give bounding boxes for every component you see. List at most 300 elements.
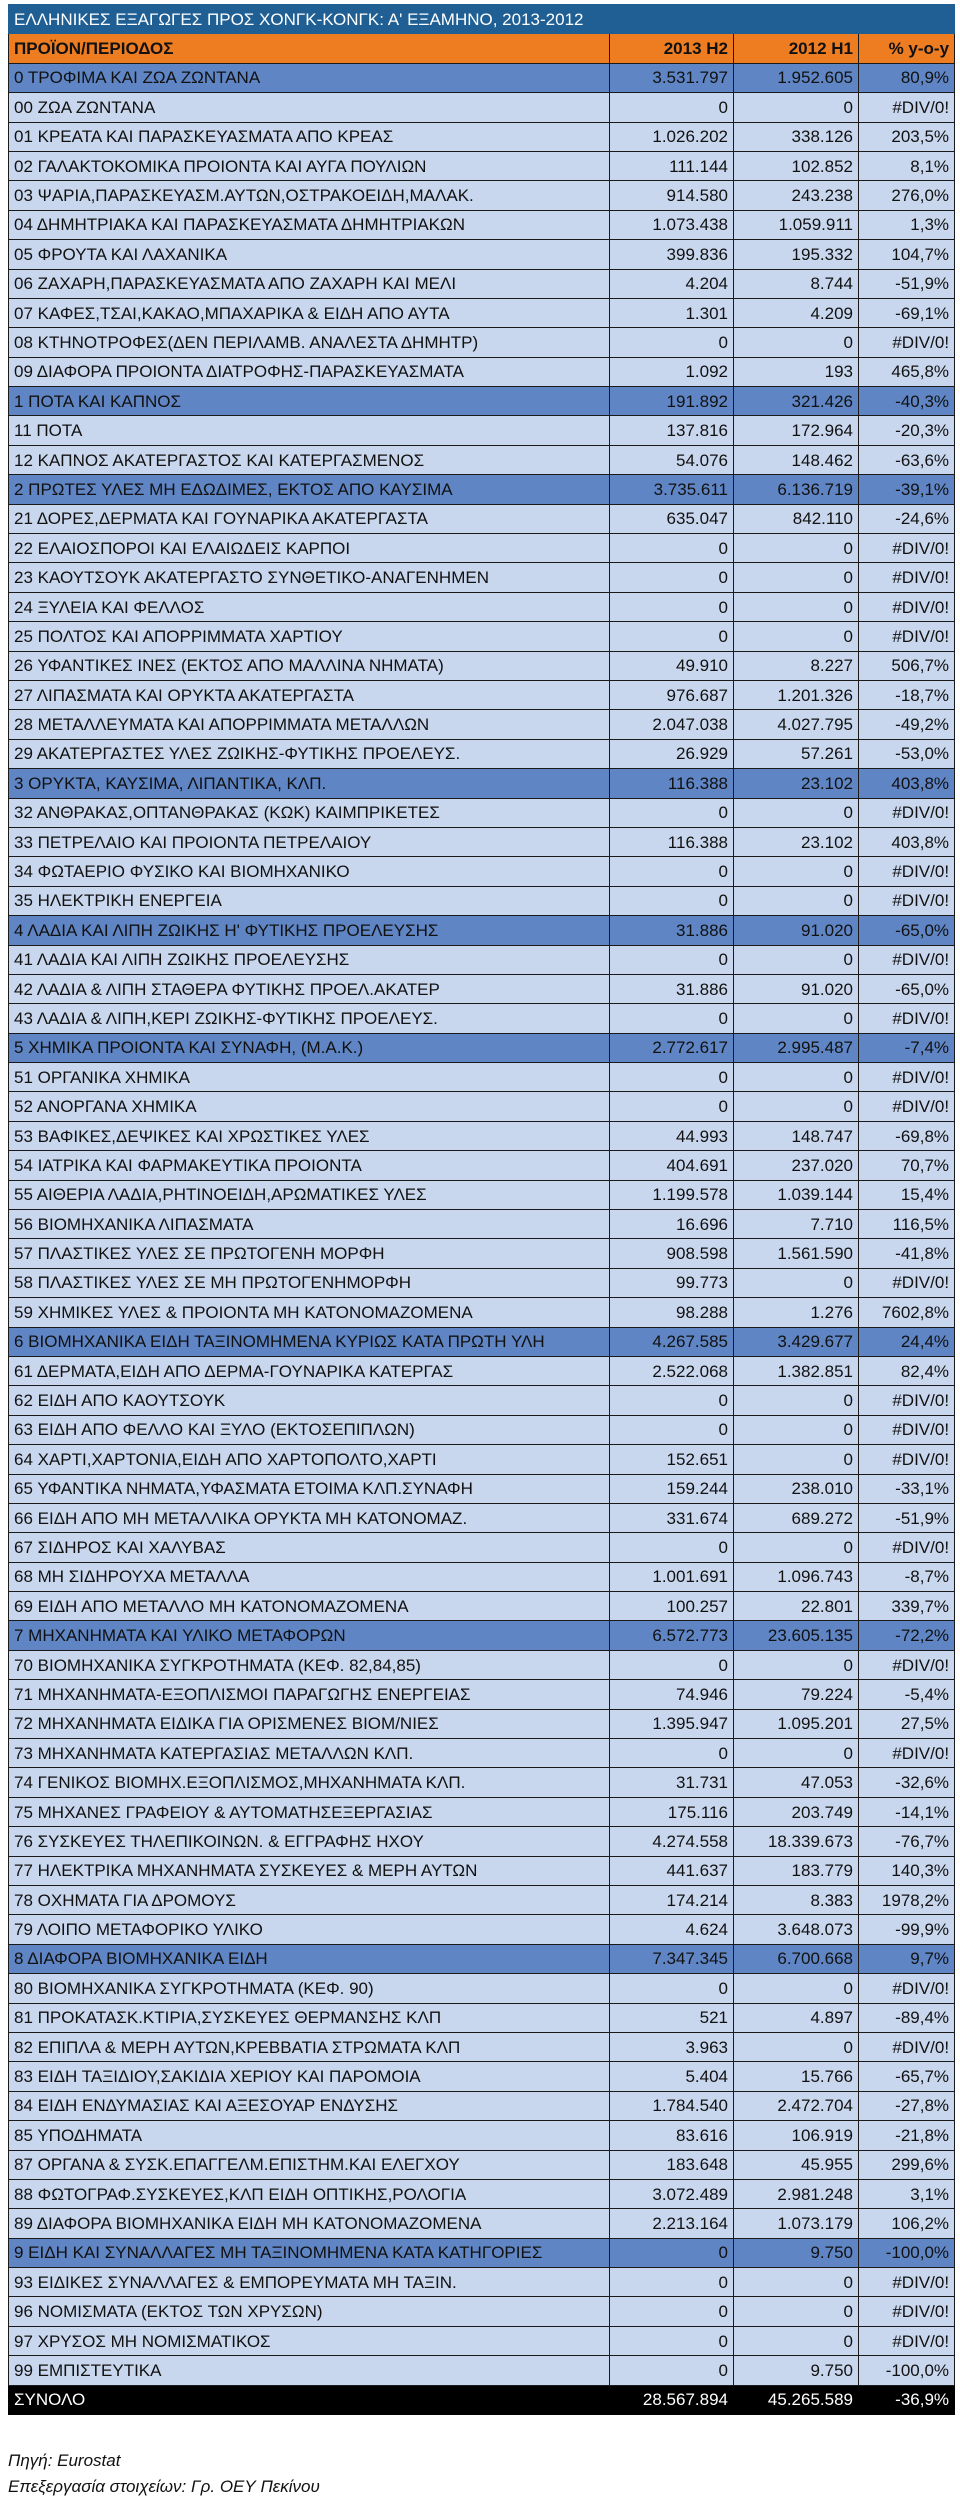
value-2012-h1: 2.995.487 — [734, 1033, 859, 1062]
value-2012-h1: 148.462 — [734, 445, 859, 474]
yoy-change: -51,9% — [859, 1503, 955, 1532]
yoy-change: 9,7% — [859, 1944, 955, 1973]
row-label: 07 ΚΑΦΕΣ,ΤΣΑΙ,ΚΑΚΑΟ,ΜΠΑΧΑΡΙΚΑ & ΕΙΔΗ ΑΠΟ ΑΥΤΑ — [9, 298, 610, 327]
category-row — [9, 1033, 955, 1062]
yoy-change: 506,7% — [859, 651, 955, 680]
row-label: 68 ΜΗ ΣΙΔΗΡΟΥΧΑ ΜΕΤΑΛΛΑ — [9, 1562, 610, 1591]
value-2012-h1: 148.747 — [734, 1121, 859, 1150]
yoy-change: #DIV/0! — [859, 886, 955, 915]
value-2012-h1: 4.897 — [734, 2003, 859, 2032]
yoy-change: 465,8% — [859, 357, 955, 386]
value-2013-h2: 914.580 — [610, 181, 734, 210]
value-2013-h2: 183.648 — [610, 2150, 734, 2179]
value-2013-h2: 54.076 — [610, 445, 734, 474]
table-row — [9, 2062, 955, 2091]
row-label: 7 ΜΗΧΑΝΗΜΑΤΑ ΚΑΙ ΥΛΙΚΟ ΜΕΤΑΦΟΡΩΝ — [9, 1621, 610, 1650]
value-2013-h2: 100.257 — [610, 1592, 734, 1621]
row-label: 2 ΠΡΩΤΕΣ ΥΛΕΣ ΜΗ ΕΔΩΔΙΜΕΣ, ΕΚΤΟΣ ΑΠΟ ΚΑΥΣΙΜΑ — [9, 475, 610, 504]
value-2013-h2: 98.288 — [610, 1298, 734, 1327]
value-2013-h2: 137.816 — [610, 416, 734, 445]
value-2013-h2: 31.731 — [610, 1768, 734, 1797]
yoy-change: 116,5% — [859, 1210, 955, 1239]
table-row — [9, 1768, 955, 1797]
value-2012-h1: 18.339.673 — [734, 1827, 859, 1856]
value-2012-h1: 1.059.911 — [734, 210, 859, 239]
yoy-change: 7602,8% — [859, 1298, 955, 1327]
row-label: 51 ΟΡΓΑΝΙΚΑ ΧΗΜΙΚΑ — [9, 1063, 610, 1092]
value-2013-h2: 0 — [610, 1739, 734, 1768]
table-row — [9, 1856, 955, 1885]
value-2012-h1: 842.110 — [734, 504, 859, 533]
value-2012-h1: 1.382.851 — [734, 1356, 859, 1385]
category-row — [9, 1944, 955, 1973]
table-row — [9, 1797, 955, 1826]
yoy-change: -18,7% — [859, 680, 955, 709]
category-row — [9, 1621, 955, 1650]
row-label: 00 ΖΩΑ ΖΩΝΤΑΝΑ — [9, 93, 610, 122]
value-2012-h1: 22.801 — [734, 1592, 859, 1621]
yoy-change: -69,8% — [859, 1121, 955, 1150]
row-label: 21 ΔΟΡΕΣ,ΔΕΡΜΑΤΑ ΚΑΙ ΓΟΥΝΑΡΙΚΑ ΑΚΑΤΕΡΓΑΣΤΑ — [9, 504, 610, 533]
value-2012-h1: 0 — [734, 2326, 859, 2355]
row-label: 02 ΓΑΛΑΚΤΟΚΟΜΙΚΑ ΠΡΟΙΟΝΤΑ ΚΑΙ ΑΥΓΑ ΠΟΥΛΙΩΝ — [9, 151, 610, 180]
value-2012-h1: 9.750 — [734, 2238, 859, 2267]
value-2013-h2: 908.598 — [610, 1239, 734, 1268]
value-2012-h1: 0 — [734, 886, 859, 915]
value-2013-h2: 83.616 — [610, 2121, 734, 2150]
yoy-change: -32,6% — [859, 1768, 955, 1797]
row-label: 78 ΟΧΗΜΑΤΑ ΓΙΑ ΔΡΟΜΟΥΣ — [9, 1886, 610, 1915]
value-2013-h2: 16.696 — [610, 1210, 734, 1239]
row-label: 61 ΔΕΡΜΑΤΑ,ΕΙΔΗ ΑΠΟ ΔΕΡΜΑ-ΓΟΥΝΑΡΙΚΑ ΚΑΤΕΡΓΑΣ — [9, 1356, 610, 1385]
yoy-change: -65,7% — [859, 2062, 955, 2091]
value-2013-h2: 0 — [610, 1974, 734, 2003]
table-row — [9, 1562, 955, 1591]
table-row — [9, 1239, 955, 1268]
value-2013-h2: 404.691 — [610, 1151, 734, 1180]
row-label: 4 ΛΑΔΙΑ ΚΑΙ ΛΙΠΗ ΖΩΙΚΗΣ Η' ΦΥΤΙΚΗΣ ΠΡΟΕΛΕΥΣΗΣ — [9, 916, 610, 945]
table-row — [9, 1474, 955, 1503]
yoy-change: 3,1% — [859, 2179, 955, 2208]
value-2013-h2: 0 — [610, 886, 734, 915]
yoy-change: -51,9% — [859, 269, 955, 298]
row-label: 25 ΠΟΛΤΟΣ ΚΑΙ ΑΠΟΡΡΙΜΜΑΤΑ ΧΑΡΤΙΟΥ — [9, 622, 610, 651]
value-2013-h2: 1.026.202 — [610, 122, 734, 151]
value-2012-h1: 0 — [734, 2032, 859, 2061]
value-2013-h2: 1.784.540 — [610, 2091, 734, 2120]
value-2012-h1: 3.429.677 — [734, 1327, 859, 1356]
value-2012-h1: 3.648.073 — [734, 1915, 859, 1944]
value-2013-h2: 0 — [610, 2297, 734, 2326]
yoy-change: -53,0% — [859, 739, 955, 768]
table-row — [9, 945, 955, 974]
row-label: 24 ΞΥΛΕΙΑ ΚΑΙ ΦΕΛΛΟΣ — [9, 592, 610, 621]
yoy-change: -40,3% — [859, 387, 955, 416]
value-2012-h1: 47.053 — [734, 1768, 859, 1797]
yoy-change: -8,7% — [859, 1562, 955, 1591]
yoy-change: 140,3% — [859, 1856, 955, 1885]
yoy-change: #DIV/0! — [859, 1063, 955, 1092]
value-2012-h1: 23.102 — [734, 769, 859, 798]
yoy-change: #DIV/0! — [859, 1415, 955, 1444]
value-2013-h2: 31.886 — [610, 974, 734, 1003]
row-label: 32 ΑΝΘΡΑΚΑΣ,ΟΠΤΑΝΘΡΑΚΑΣ (ΚΩΚ) ΚΑΙΜΠΡΙΚΕΤΕΣ — [9, 798, 610, 827]
value-2012-h1: 172.964 — [734, 416, 859, 445]
value-2012-h1: 1.561.590 — [734, 1239, 859, 1268]
value-2012-h1: 0 — [734, 1739, 859, 1768]
value-2012-h1: 106.919 — [734, 2121, 859, 2150]
value-2012-h1: 183.779 — [734, 1856, 859, 1885]
value-2012-h1: 321.426 — [734, 387, 859, 416]
yoy-change: #DIV/0! — [859, 1445, 955, 1474]
value-2012-h1: 23.605.135 — [734, 1621, 859, 1650]
row-label: 09 ΔΙΑΦΟΡΑ ΠΡΟΙΟΝΤΑ ΔΙΑΤΡΟΦΗΣ-ΠΑΡΑΣΚΕΥΑΣΜΑΤΑ — [9, 357, 610, 386]
row-label: 89 ΔΙΑΦΟΡΑ ΒΙΟΜΗΧΑΝΙΚΑ ΕΙΔΗ ΜΗ ΚΑΤΟΝΟΜΑΖΟΜΕΝΑ — [9, 2209, 610, 2238]
yoy-change: -65,0% — [859, 974, 955, 1003]
row-label: 53 ΒΑΦΙΚΕΣ,ΔΕΨΙΚΕΣ ΚΑΙ ΧΡΩΣΤΙΚΕΣ ΥΛΕΣ — [9, 1121, 610, 1150]
value-2013-h2: 1.001.691 — [610, 1562, 734, 1591]
table-row — [9, 445, 955, 474]
value-2013-h2: 7.347.345 — [610, 1944, 734, 1973]
table-row — [9, 1827, 955, 1856]
value-2013-h2: 0 — [610, 1533, 734, 1562]
row-label: 6 ΒΙΟΜΗΧΑΝΙΚΑ ΕΙΔΗ ΤΑΞΙΝΟΜΗΜΕΝΑ ΚΥΡΙΩΣ ΚΑΤΑ ΠΡΩΤΗ ΥΛΗ — [9, 1327, 610, 1356]
export-table-sheet — [8, 4, 954, 2415]
value-2012-h1: 4.209 — [734, 298, 859, 327]
table-row — [9, 93, 955, 122]
table-row — [9, 2356, 955, 2385]
row-label: 43 ΛΑΔΙΑ & ΛΙΠΗ,ΚΕΡΙ ΖΩΙΚΗΣ-ΦΥΤΙΚΗΣ ΠΡΟΕΛΕΥΣ. — [9, 1004, 610, 1033]
row-label: 77 ΗΛΕΚΤΡΙΚΑ ΜΗΧΑΝΗΜΑΤΑ ΣΥΣΚΕΥΕΣ & ΜΕΡΗ ΑΥΤΩΝ — [9, 1856, 610, 1885]
yoy-change: #DIV/0! — [859, 798, 955, 827]
table-row — [9, 2268, 955, 2297]
yoy-change: #DIV/0! — [859, 1533, 955, 1562]
row-label: 11 ΠΟΤΑ — [9, 416, 610, 445]
value-2012-h1: 0 — [734, 93, 859, 122]
table-row — [9, 298, 955, 327]
yoy-change: 106,2% — [859, 2209, 955, 2238]
yoy-change: #DIV/0! — [859, 622, 955, 651]
value-2013-h2: 152.651 — [610, 1445, 734, 1474]
row-label: 03 ΨΑΡΙΑ,ΠΑΡΑΣΚΕΥΑΣΜ.ΑΥΤΩΝ,ΟΣΤΡΑΚΟΕΙΔΗ,ΜΑΛΑΚ. — [9, 181, 610, 210]
value-2012-h1: 0 — [734, 1974, 859, 2003]
table-row — [9, 2297, 955, 2326]
yoy-change: #DIV/0! — [859, 93, 955, 122]
row-label: 82 ΕΠΙΠΛΑ & ΜΕΡΗ ΑΥΤΩΝ,ΚΡΕΒΒΑΤΙΑ ΣΤΡΩΜΑΤΑ ΚΛΠ — [9, 2032, 610, 2061]
row-label: 93 ΕΙΔΙΚΕΣ ΣΥΝΑΛΛΑΓΕΣ & ΕΜΠΟΡΕΥΜΑΤΑ ΜΗ ΤΑΞΙΝ. — [9, 2268, 610, 2297]
row-label: 59 ΧΗΜΙΚΕΣ ΥΛΕΣ & ΠΡΟΙΟΝΤΑ ΜΗ ΚΑΤΟΝΟΜΑΖΟΜΕΝΑ — [9, 1298, 610, 1327]
value-2013-h2: 1.301 — [610, 298, 734, 327]
row-label: 81 ΠΡΟΚΑΤΑΣΚ.ΚΤΙΡΙΑ,ΣΥΣΚΕΥΕΣ ΘΕΡΜΑΝΣΗΣ ΚΛΠ — [9, 2003, 610, 2032]
table-row — [9, 886, 955, 915]
row-label: 28 ΜΕΤΑΛΛΕΥΜΑΤΑ ΚΑΙ ΑΠΟΡΡΙΜΜΑΤΑ ΜΕΤΑΛΛΩΝ — [9, 710, 610, 739]
yoy-change: #DIV/0! — [859, 1974, 955, 2003]
table-row — [9, 240, 955, 269]
value-2012-h1: 0 — [734, 622, 859, 651]
table-row — [9, 1503, 955, 1532]
row-label: 62 ΕΙΔΗ ΑΠΟ ΚΑΟΥΤΣΟΥΚ — [9, 1386, 610, 1415]
table-row — [9, 2179, 955, 2208]
yoy-change: 80,9% — [859, 63, 955, 92]
yoy-change: #DIV/0! — [859, 592, 955, 621]
yoy-change: 299,6% — [859, 2150, 955, 2179]
value-2013-h2: 0 — [610, 1386, 734, 1415]
table-row — [9, 2003, 955, 2032]
yoy-change: #DIV/0! — [859, 563, 955, 592]
table-row — [9, 1298, 955, 1327]
table-row — [9, 2032, 955, 2061]
value-2012-h1: 9.750 — [734, 2356, 859, 2385]
processing-note: Επεξεργασία στοιχείων: Γρ. ΟΕΥ Πεκίνου — [8, 2477, 320, 2496]
table-row — [9, 1533, 955, 1562]
value-2013-h2: 521 — [610, 2003, 734, 2032]
row-label: 74 ΓΕΝΙΚΟΣ ΒΙΟΜΗΧ.ΕΞΟΠΛΙΣΜΟΣ,ΜΗΧΑΝΗΜΑΤΑ ΚΛΠ. — [9, 1768, 610, 1797]
value-2013-h2: 116.388 — [610, 769, 734, 798]
value-2012-h1: 23.102 — [734, 827, 859, 856]
yoy-change: 24,4% — [859, 1327, 955, 1356]
table-row — [9, 1268, 955, 1297]
table-row — [9, 798, 955, 827]
table-title: ΕΛΛΗΝΙΚΕΣ ΕΞΑΓΩΓΕΣ ΠΡΟΣ ΧΟΝΓΚ-ΚΟΝΓΚ: Α' ΕΞΑΜΗΝΟ, 2013-2012 — [9, 5, 955, 34]
category-row — [9, 916, 955, 945]
value-2013-h2: 0 — [610, 1004, 734, 1033]
value-2012-h1: 15.766 — [734, 2062, 859, 2091]
yoy-change: -39,1% — [859, 475, 955, 504]
yoy-change: #DIV/0! — [859, 945, 955, 974]
value-2013-h2: 3.735.611 — [610, 475, 734, 504]
table-row — [9, 1210, 955, 1239]
row-label: 72 ΜΗΧΑΝΗΜΑΤΑ ΕΙΔΙΚΑ ΓΙΑ ΟΡΙΣΜΕΝΕΣ ΒΙΟΜ/ΝΙΕΣ — [9, 1709, 610, 1738]
value-2012-h1: 0 — [734, 1004, 859, 1033]
table-row — [9, 328, 955, 357]
export-table — [8, 4, 955, 2415]
table-row — [9, 2326, 955, 2355]
value-2013-h2: 3.531.797 — [610, 63, 734, 92]
table-row — [9, 1445, 955, 1474]
value-2012-h1: 0 — [734, 1268, 859, 1297]
yoy-change: 82,4% — [859, 1356, 955, 1385]
value-2012-h1: 0 — [734, 1092, 859, 1121]
value-2012-h1: 243.238 — [734, 181, 859, 210]
row-label: 29 ΑΚΑΤΕΡΓΑΣΤΕΣ ΥΛΕΣ ΖΩΙΚΗΣ-ΦΥΤΙΚΗΣ ΠΡΟΕΛΕΥΣ. — [9, 739, 610, 768]
yoy-change: 1,3% — [859, 210, 955, 239]
table-row — [9, 827, 955, 856]
value-2012-h1: 238.010 — [734, 1474, 859, 1503]
value-2012-h1: 1.201.326 — [734, 680, 859, 709]
value-2012-h1: 0 — [734, 2268, 859, 2297]
yoy-change: -20,3% — [859, 416, 955, 445]
yoy-change: -33,1% — [859, 1474, 955, 1503]
value-2013-h2: 0 — [610, 1063, 734, 1092]
table-row — [9, 1709, 955, 1738]
row-label: 73 ΜΗΧΑΝΗΜΑΤΑ ΚΑΤΕΡΓΑΣΙΑΣ ΜΕΤΑΛΛΩΝ ΚΛΠ. — [9, 1739, 610, 1768]
row-label: 96 ΝΟΜΙΣΜΑΤΑ (ΕΚΤΟΣ ΤΩΝ ΧΡΥΣΩΝ) — [9, 2297, 610, 2326]
value-2013-h2: 4.267.585 — [610, 1327, 734, 1356]
value-2012-h1: 0 — [734, 945, 859, 974]
value-2013-h2: 0 — [610, 1415, 734, 1444]
table-row — [9, 1739, 955, 1768]
yoy-change: 276,0% — [859, 181, 955, 210]
yoy-change: -76,7% — [859, 1827, 955, 1856]
value-2013-h2: 1.395.947 — [610, 1709, 734, 1738]
source-note: Πηγή: Eurostat — [8, 2451, 121, 2470]
value-2012-h1: 1.096.743 — [734, 1562, 859, 1591]
table-row — [9, 357, 955, 386]
table-header-row — [9, 34, 955, 63]
row-label: 54 ΙΑΤΡΙΚΑ ΚΑΙ ΦΑΡΜΑΚΕΥΤΙΚΑ ΠΡΟΙΟΝΤΑ — [9, 1151, 610, 1180]
value-2012-h1: 7.710 — [734, 1210, 859, 1239]
header-2013-h2: 2013 H2 — [610, 34, 734, 63]
table-row — [9, 1092, 955, 1121]
value-2012-h1: 1.276 — [734, 1298, 859, 1327]
value-2013-h2: 0 — [610, 798, 734, 827]
row-label: 57 ΠΛΑΣΤΙΚΕΣ ΥΛΕΣ ΣΕ ΠΡΩΤΟΓΕΝΗ ΜΟΡΦΗ — [9, 1239, 610, 1268]
footer-notes — [8, 2448, 320, 2500]
value-2012-h1: 1.073.179 — [734, 2209, 859, 2238]
value-2012-h1: 0 — [734, 328, 859, 357]
yoy-change: 15,4% — [859, 1180, 955, 1209]
table-row — [9, 1180, 955, 1209]
value-2013-h2: 44.993 — [610, 1121, 734, 1150]
value-2012-h1: 0 — [734, 1386, 859, 1415]
table-row — [9, 974, 955, 1003]
value-2012-h1: 193 — [734, 357, 859, 386]
row-label: 3 ΟΡΥΚΤΑ, ΚΑΥΣΙΜΑ, ΛΙΠΑΝΤΙΚΑ, ΚΛΠ. — [9, 769, 610, 798]
value-2012-h1: 2.981.248 — [734, 2179, 859, 2208]
value-2013-h2: 399.836 — [610, 240, 734, 269]
row-label: 99 ΕΜΠΙΣΤΕΥΤΙΚΑ — [9, 2356, 610, 2385]
value-2012-h1: 0 — [734, 1533, 859, 1562]
yoy-change: -27,8% — [859, 2091, 955, 2120]
category-row — [9, 769, 955, 798]
table-row — [9, 1386, 955, 1415]
value-2013-h2: 4.624 — [610, 1915, 734, 1944]
table-row — [9, 563, 955, 592]
row-label: ΣΥΝΟΛΟ — [9, 2385, 610, 2414]
value-2013-h2: 31.886 — [610, 916, 734, 945]
row-label: 65 ΥΦΑΝΤΙΚΑ ΝΗΜΑΤΑ,ΥΦΑΣΜΑΤΑ ΕΤΟΙΜΑ ΚΛΠ.ΣΥΝΑΦΗ — [9, 1474, 610, 1503]
table-row — [9, 534, 955, 563]
category-row — [9, 2238, 955, 2267]
row-label: 12 ΚΑΠΝΟΣ ΑΚΑΤΕΡΓΑΣΤΟΣ ΚΑΙ ΚΑΤΕΡΓΑΣΜΕΝΟΣ — [9, 445, 610, 474]
row-label: 1 ΠΟΤΑ ΚΑΙ ΚΑΠΝΟΣ — [9, 387, 610, 416]
value-2013-h2: 111.144 — [610, 151, 734, 180]
value-2013-h2: 3.072.489 — [610, 2179, 734, 2208]
yoy-change: #DIV/0! — [859, 2032, 955, 2061]
yoy-change: -100,0% — [859, 2356, 955, 2385]
yoy-change: -24,6% — [859, 504, 955, 533]
yoy-change: #DIV/0! — [859, 534, 955, 563]
value-2013-h2: 0 — [610, 2326, 734, 2355]
category-row — [9, 1327, 955, 1356]
value-2013-h2: 49.910 — [610, 651, 734, 680]
value-2012-h1: 1.095.201 — [734, 1709, 859, 1738]
yoy-change: -100,0% — [859, 2238, 955, 2267]
table-row — [9, 1886, 955, 1915]
value-2012-h1: 91.020 — [734, 974, 859, 1003]
row-label: 0 ΤΡΟΦΙΜΑ ΚΑΙ ΖΩΑ ΖΩΝΤΑΝΑ — [9, 63, 610, 92]
row-label: 23 ΚΑΟΥΤΣΟΥΚ ΑΚΑΤΕΡΓΑΣΤΟ ΣΥΝΘΕΤΙΚΟ-ΑΝΑΓΕΝΗΜΕΝ — [9, 563, 610, 592]
value-2013-h2: 175.116 — [610, 1797, 734, 1826]
value-2012-h1: 4.027.795 — [734, 710, 859, 739]
value-2013-h2: 26.929 — [610, 739, 734, 768]
yoy-change: -99,9% — [859, 1915, 955, 1944]
row-label: 55 ΑΙΘΕΡΙΑ ΛΑΔΙΑ,ΡΗΤΙΝΟΕΙΔΗ,ΑΡΩΜΑΤΙΚΕΣ ΥΛΕΣ — [9, 1180, 610, 1209]
row-label: 22 ΕΛΑΙΟΣΠΟΡΟΙ ΚΑΙ ΕΛΑΙΩΔΕΙΣ ΚΑΡΠΟΙ — [9, 534, 610, 563]
value-2012-h1: 0 — [734, 857, 859, 886]
value-2012-h1: 102.852 — [734, 151, 859, 180]
row-label: 71 ΜΗΧΑΝΗΜΑΤΑ-ΕΞΟΠΛΙΣΜΟΙ ΠΑΡΑΓΩΓΗΣ ΕΝΕΡΓΕΙΑΣ — [9, 1680, 610, 1709]
table-row — [9, 857, 955, 886]
table-row — [9, 1356, 955, 1385]
category-row — [9, 475, 955, 504]
row-label: 5 ΧΗΜΙΚΑ ΠΡΟΙΟΝΤΑ ΚΑΙ ΣΥΝΑΦΗ, (Μ.Α.Κ.) — [9, 1033, 610, 1062]
yoy-change: -36,9% — [859, 2385, 955, 2414]
table-row — [9, 1915, 955, 1944]
value-2012-h1: 689.272 — [734, 1503, 859, 1532]
value-2012-h1: 0 — [734, 1650, 859, 1679]
table-row — [9, 622, 955, 651]
row-label: 75 ΜΗΧΑΝΕΣ ΓΡΑΦΕΙΟΥ & ΑΥΤΟΜΑΤΗΣΕΞΕΡΓΑΣΙΑΣ — [9, 1797, 610, 1826]
value-2013-h2: 3.963 — [610, 2032, 734, 2061]
value-2012-h1: 203.749 — [734, 1797, 859, 1826]
row-label: 88 ΦΩΤΟΓΡΑΦ.ΣΥΣΚΕΥΕΣ,ΚΛΠ ΕΙΔΗ ΟΠΤΙΚΗΣ,ΡΟΛΟΓΙΑ — [9, 2179, 610, 2208]
table-row — [9, 122, 955, 151]
value-2013-h2: 2.047.038 — [610, 710, 734, 739]
yoy-change: -72,2% — [859, 1621, 955, 1650]
row-label: 69 ΕΙΔΗ ΑΠΟ ΜΕΤΑΛΛΟ ΜΗ ΚΑΤΟΝΟΜΑΖΟΜΕΝΑ — [9, 1592, 610, 1621]
value-2012-h1: 0 — [734, 563, 859, 592]
value-2013-h2: 0 — [610, 2238, 734, 2267]
value-2012-h1: 0 — [734, 1063, 859, 1092]
yoy-change: #DIV/0! — [859, 2297, 955, 2326]
value-2013-h2: 0 — [610, 2356, 734, 2385]
value-2013-h2: 2.772.617 — [610, 1033, 734, 1062]
yoy-change: -89,4% — [859, 2003, 955, 2032]
row-label: 66 ΕΙΔΗ ΑΠΟ ΜΗ ΜΕΤΑΛΛΙΚΑ ΟΡΥΚΤΑ ΜΗ ΚΑΤΟΝΟΜΑΖ. — [9, 1503, 610, 1532]
table-row — [9, 1680, 955, 1709]
value-2013-h2: 28.567.894 — [610, 2385, 734, 2414]
yoy-change: -14,1% — [859, 1797, 955, 1826]
yoy-change: 1978,2% — [859, 1886, 955, 1915]
value-2012-h1: 0 — [734, 1415, 859, 1444]
value-2013-h2: 174.214 — [610, 1886, 734, 1915]
table-row — [9, 739, 955, 768]
row-label: 27 ΛΙΠΑΣΜΑΤΑ ΚΑΙ ΟΡΥΚΤΑ ΑΚΑΤΕΡΓΑΣΤΑ — [9, 680, 610, 709]
value-2012-h1: 57.261 — [734, 739, 859, 768]
table-row — [9, 181, 955, 210]
value-2013-h2: 0 — [610, 622, 734, 651]
row-label: 56 ΒΙΟΜΗΧΑΝΙΚΑ ΛΙΠΑΣΜΑΤΑ — [9, 1210, 610, 1239]
table-row — [9, 651, 955, 680]
row-label: 76 ΣΥΣΚΕΥΕΣ ΤΗΛΕΠΙΚΟΙΝΩΝ. & ΕΓΓΡΑΦΗΣ ΗΧΟΥ — [9, 1827, 610, 1856]
row-label: 05 ΦΡΟΥΤΑ ΚΑΙ ΛΑΧΑΝΙΚΑ — [9, 240, 610, 269]
value-2013-h2: 0 — [610, 857, 734, 886]
value-2012-h1: 1.039.144 — [734, 1180, 859, 1209]
value-2013-h2: 0 — [610, 1092, 734, 1121]
table-row — [9, 680, 955, 709]
row-label: 52 ΑΝΟΡΓΑΝΑ ΧΗΜΙΚΑ — [9, 1092, 610, 1121]
yoy-change: #DIV/0! — [859, 1739, 955, 1768]
yoy-change: -21,8% — [859, 2121, 955, 2150]
value-2012-h1: 8.383 — [734, 1886, 859, 1915]
value-2013-h2: 1.092 — [610, 357, 734, 386]
value-2013-h2: 331.674 — [610, 1503, 734, 1532]
table-row — [9, 592, 955, 621]
row-label: 79 ΛΟΙΠΟ ΜΕΤΑΦΟΡΙΚΟ ΥΛΙΚΟ — [9, 1915, 610, 1944]
total-row — [9, 2385, 955, 2414]
table-row — [9, 1151, 955, 1180]
